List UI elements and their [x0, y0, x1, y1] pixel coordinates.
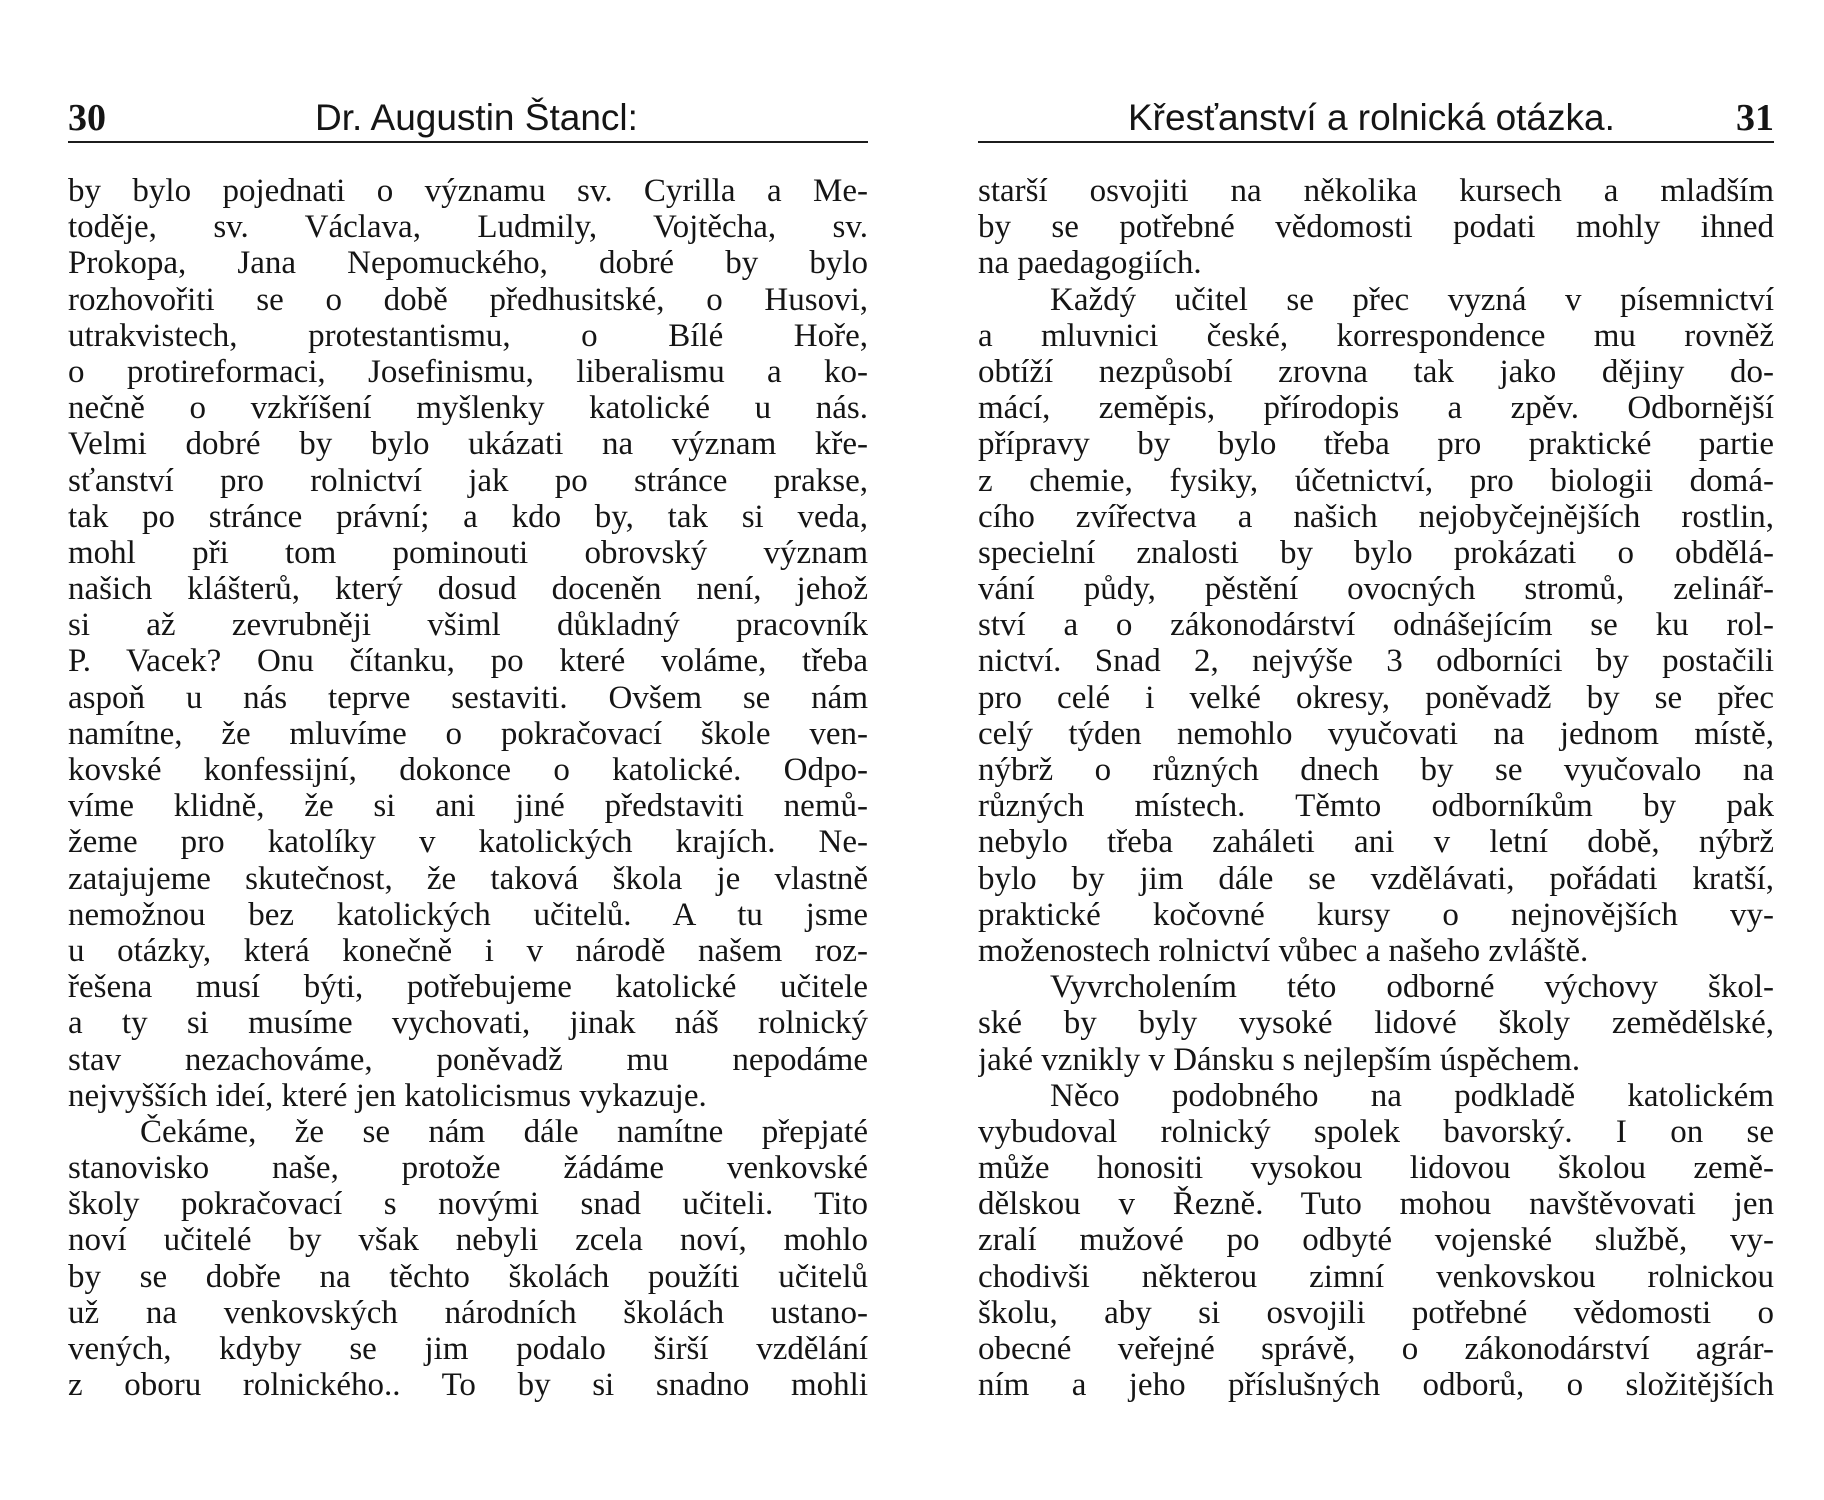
right-header-rule	[978, 141, 1774, 143]
text-line: chodivši některou zimní venkovskou rolnickou	[978, 1258, 1774, 1295]
text-line: na paedagogiích.	[978, 245, 1202, 282]
text-line: už na venkovských národních školách ustano-	[68, 1294, 868, 1331]
text-line: ním a jeho příslušných odborů, o složitějších	[978, 1367, 1774, 1404]
text-line: obecné veřejné správě, o zákonodárství agrár-	[978, 1331, 1774, 1367]
text-line: vených, kdyby se jim podalo širší vzdělání	[68, 1331, 868, 1367]
text-line: tak po stránce právní; a kdo by, tak si veda,	[68, 498, 868, 535]
right-page-number: 31	[1736, 97, 1774, 139]
text-line: praktické kočovné kursy o nejnovějších vy-	[978, 896, 1774, 933]
text-line: Něco podobného na podkladě katolickém	[1050, 1077, 1774, 1114]
right-running-head: Křesťanství a rolnická otázka.	[1128, 97, 1615, 138]
text-line: a mluvnici české, korrespondence mu rovněž	[978, 317, 1774, 354]
text-line: Velmi dobré by bylo ukázati na význam kře-	[68, 426, 868, 463]
text-line: víme klidně, že si ani jiné představiti nemů-	[68, 788, 868, 825]
left-running-head: Dr. Augustin Štancl:	[315, 97, 638, 138]
text-line: stanovisko naše, protože žádáme venkovské	[68, 1150, 868, 1187]
text-line: rozhovořiti se o době předhusitské, o Husovi,	[68, 281, 868, 318]
right-page-header	[978, 92, 1774, 144]
text-line: si až zevrubněji všiml důkladný pracovník	[68, 607, 868, 644]
text-line: by bylo pojednati o významu sv. Cyrilla a Me-	[68, 173, 868, 209]
text-line: ské by byly vysoké lidové školy zemědělské,	[978, 1005, 1774, 1042]
text-line: kovské konfessijní, dokonce o katolické. Odpo-	[68, 752, 868, 788]
left-page-header	[68, 92, 868, 144]
text-line: nejvyšších ideí, které jen katolicismus vykazuje.	[68, 1077, 707, 1114]
text-line: může honositi vysokou lidovou školou země-	[978, 1150, 1774, 1187]
text-line: noví učitelé by však nebyli zcela noví, mohlo	[68, 1222, 868, 1259]
left-header-rule	[68, 141, 868, 143]
text-line: Každý učitel se přec vyzná v písemnictví	[1050, 281, 1774, 318]
text-line: sťanství pro rolnictví jak po stránce prakse,	[68, 462, 868, 499]
text-line: školu, aby si osvojili potřebné vědomosti o	[978, 1294, 1774, 1331]
text-line: nečně o vzkříšení myšlenky katolické u nás.	[68, 390, 868, 427]
text-line: z chemie, fysiky, účetnictví, pro biologii domá-	[978, 462, 1774, 499]
text-line: stav nezachováme, poněvadž mu nepodáme	[68, 1041, 868, 1078]
text-line: z oboru rolnického.. To by si snadno mohli	[68, 1367, 868, 1404]
text-line: a ty si musíme vychovati, jinak náš rolnický	[68, 1005, 868, 1042]
text-line: školy pokračovací s novými snad učiteli. Tito	[68, 1186, 868, 1223]
text-line: Prokopa, Jana Nepomuckého, dobré by bylo	[68, 245, 868, 282]
text-line: by se dobře na těchto školách použíti učitelů	[68, 1258, 868, 1295]
text-line: řešena musí býti, potřebujeme katolické učitele	[68, 969, 868, 1006]
text-line: mohl při tom pominouti obrovský význam	[68, 534, 868, 571]
left-page-number: 30	[68, 97, 106, 139]
text-line: různých místech. Těmto odborníkům by pak	[978, 788, 1774, 825]
text-line: by se potřebné vědomosti podati mohly ihned	[978, 209, 1774, 246]
text-line: zatajujeme skutečnost, že taková škola je vlastně	[68, 860, 868, 897]
text-line: o protireformaci, Josefinismu, liberalismu a ko-	[68, 353, 868, 390]
text-line: vybudoval rolnický spolek bavorský. I on se	[978, 1113, 1774, 1150]
text-line: Vyvrcholením této odborné výchovy škol-	[1050, 969, 1774, 1006]
right-page	[978, 0, 1774, 1500]
text-line: namítne, že mluvíme o pokračovací škole ven-	[68, 715, 868, 752]
text-line: nemožnou bez katolických učitelů. A tu jsme	[68, 896, 868, 933]
text-line: specielní znalosti by bylo prokázati o obdělá-	[978, 534, 1774, 571]
text-line: starší osvojiti na několika kursech a mladším	[978, 173, 1774, 209]
text-line: pro celé i velké okresy, poněvadž by se přec	[978, 679, 1774, 716]
text-line: žeme pro katolíky v katolických krajích. Ne-	[68, 824, 868, 861]
text-line: moženostech rolnictví vůbec a našeho zvláště.	[978, 932, 1589, 969]
text-line: obtíží nezpůsobí zrovna tak jako dějiny do-	[978, 353, 1774, 390]
text-line: přípravy by bylo třeba pro praktické partie	[978, 426, 1774, 463]
text-line: zralí mužové po odbyté vojenské službě, vy-	[978, 1222, 1774, 1259]
text-line: toděje, sv. Václava, Ludmily, Vojtěcha, sv.	[68, 209, 868, 246]
text-line: ství a o zákonodárství odnášejícím se ku rol-	[978, 607, 1774, 644]
text-line: našich klášterů, který dosud doceněn není, jehož	[68, 571, 868, 608]
text-line: Čekáme, že se nám dále namítne přepjaté	[140, 1113, 868, 1150]
text-line: P. Vacek? Onu čítanku, po které voláme, třeba	[68, 643, 868, 680]
left-page	[68, 0, 868, 1500]
left-body-text	[68, 173, 868, 1403]
text-line: nýbrž o různých dnech by se vyučovalo na	[978, 752, 1774, 788]
text-line: dělskou v Řezně. Tuto mohou navštěvovati jen	[978, 1186, 1774, 1223]
text-line: mácí, zeměpis, přírodopis a zpěv. Odbornější	[978, 390, 1774, 427]
text-line: nictví. Snad 2, nejvýše 3 odborníci by postačili	[978, 643, 1774, 680]
text-line: cího zvířectva a našich nejobyčejnějších rostlin,	[978, 498, 1774, 535]
text-line: bylo by jim dále se vzdělávati, pořádati kratší,	[978, 860, 1774, 897]
text-line: aspoň u nás teprve sestaviti. Ovšem se nám	[68, 679, 868, 716]
text-line: celý týden nemohlo vyučovati na jednom místě,	[978, 715, 1774, 752]
text-line: nebylo třeba zaháleti ani v letní době, nýbrž	[978, 824, 1774, 861]
text-line: jaké vznikly v Dánsku s nejlepším úspěchem.	[978, 1041, 1581, 1078]
text-line: u otázky, která konečně i v národě našem roz-	[68, 932, 868, 969]
text-line: utrakvistech, protestantismu, o Bílé Hoře,	[68, 317, 868, 354]
right-body-text	[978, 173, 1774, 1403]
text-line: vání půdy, pěstění ovocných stromů, zelinář-	[978, 571, 1774, 608]
